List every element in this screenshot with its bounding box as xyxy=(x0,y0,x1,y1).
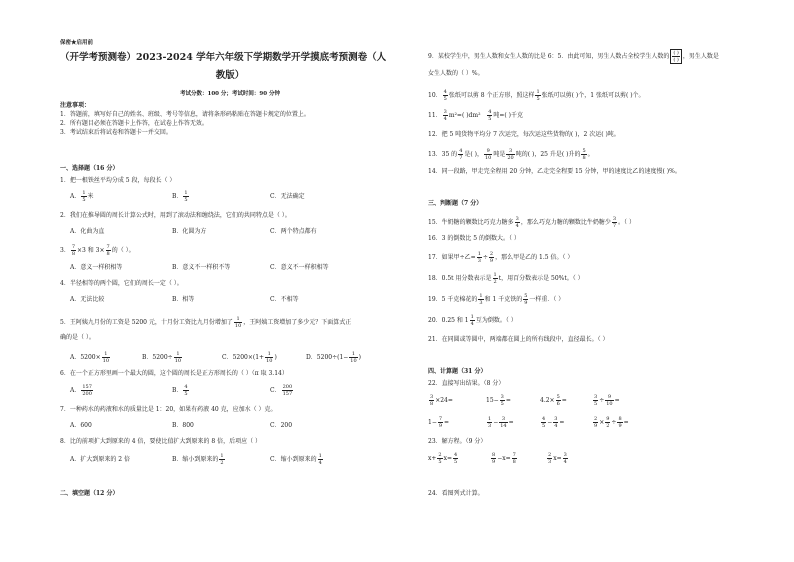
question-22: 22．直接写出结果。（8 分） xyxy=(428,380,505,387)
title-line-2: 教版） xyxy=(215,70,245,81)
question-5-line-2: 确的是（ ）。 xyxy=(60,334,95,341)
question-1: 1．把一根铁丝平均分成 5 段，每段长（ ） xyxy=(60,177,176,184)
question-3: 3． $\frac{7}{8}$ ×3 和 3× $\frac{7}{8}$ 的（ ）。 xyxy=(60,244,135,257)
q1-option-a: A． $\frac{1}{5}$ 米 xyxy=(70,190,94,203)
calc-item: 15− $\frac{3}{5}$ = xyxy=(486,394,511,407)
q1-option-b: B． $\frac{1}{5}$ xyxy=(172,190,188,203)
question-14: 14．同一段路，甲走完全程用 20 分钟，乙走完全程要 15 分钟，甲的速度比乙的速度慢( )%。 xyxy=(428,168,681,175)
notice-item: 3．考试结束后将试卷和答题卡一并交回。 xyxy=(60,129,172,136)
question-13: 13．35 的 $\frac{4}{7}$ 是( )， $\frac{9}{10}$ 吨是 $\frac{3}{20}$ 吨的( )，25 升是( )升的 $\frac{5}{8}$ 。 xyxy=(428,148,594,161)
section-title: 三、判断题（7 分） xyxy=(428,200,483,207)
q4-option-b: B．相等 xyxy=(172,296,195,303)
question-12: 12．把 5 吨货物平均分 7 次运完，每次运这些货物的( )，2 次运( )吨。 xyxy=(428,131,620,138)
calc-item: 4.2× $\frac{5}{6}$ = xyxy=(540,394,567,407)
question-11: 11． $\frac{3}{4}$ m²=( )dm² $\frac{4}{5}$ 吨=( )千克 xyxy=(428,109,524,122)
q8-option-a: A．扩大到原来的 2 倍 xyxy=(70,456,130,463)
question-4: 4．半径相等的两个圆，它们的周长一定（ ）。 xyxy=(60,280,183,287)
question-6: 6．在一个正方形里画一个最大的圆，这个圆的周长是正方形周长的（ ）（π 取 3.14） xyxy=(60,370,288,377)
equation: $\frac{8}{9}$ −x= $\frac{7}{8}$ xyxy=(492,452,516,465)
calc-item: $\frac{3}{5}$ ÷ $\frac{9}{10}$ = xyxy=(594,394,620,407)
question-24: 24．看图列式计算。 xyxy=(428,490,484,497)
section-title: 一、选择题（16 分） xyxy=(60,165,119,172)
notice-title: 注意事项： xyxy=(60,102,91,109)
q5-option-b: B．5200÷ $\frac{1}{10}$ xyxy=(142,351,182,364)
q8-option-c: C．缩小到原来的 $\frac{1}{4}$ xyxy=(270,453,322,466)
q2-option-c: C．两个特点都有 xyxy=(270,228,317,235)
question-23: 23．解方程。（9 分） xyxy=(428,438,487,445)
question-9-line-2: 女生人数的（ ）%。 xyxy=(428,70,484,77)
q7-option-c: C．200 xyxy=(270,422,293,429)
q4-option-a: A．无法比较 xyxy=(70,296,105,303)
calc-item: $\frac{3}{8}$ ×24= xyxy=(430,394,453,407)
question-2: 2．我们在推导圆的周长计算公式时，用到了滚动法和缠绕法，它们的共同特点是（ ）。 xyxy=(60,212,291,219)
question-15: 15．牛奶糖的颗数比巧克力糖多 $\frac{3}{4}$ ，那么巧克力糖的颗数比牛奶糖少 $\frac{3}{7}$ 。（ ） xyxy=(428,216,635,229)
calc-item: $\frac{4}{5}$ − $\frac{3}{4}$ = xyxy=(542,416,565,429)
question-5: 5．王阿姨九月份的工资是 5200 元，十月份工资比九月份增加了 $\frac{1}{10}$ ，王阿姨工资增加了多少元？下面算式正 xyxy=(60,316,352,329)
question-10: 10． $\frac{4}{5}$ 张纸可以剪 8 个正方形，照这样 $\frac{1}{5}$ 张纸可以剪( )个，1 张纸可以剪( )个。 xyxy=(428,89,645,102)
question-19: 19．5 千克棉花的 $\frac{1}{3}$ 和 1 千克铁的 $\frac{5}{9}$ 一样重．（ ） xyxy=(428,293,565,306)
question-7: 7．一种药水的药液和水的质量比是 1：20，如果有药液 40 克，应加水（ ）克。 xyxy=(60,406,277,413)
equation: x+ $\frac{2}{5}$ x= $\frac{4}{5}$ xyxy=(428,452,458,465)
calc-item: $\frac{1}{3}$ − $\frac{3}{14}$ = xyxy=(488,416,514,429)
section-title: 四、计算题（31 分） xyxy=(428,368,487,375)
q1-option-c: C．无法确定 xyxy=(270,193,305,200)
exam-meta: 考试分数：100 分；考试时间：90 分钟 xyxy=(180,91,280,97)
question-21: 21．在同圆或等圆中，两端都在圆上的所有线段中，直径最长。（ ） xyxy=(428,336,609,343)
question-18: 18．0.5t 用分数表示是 $\frac{1}{2}$ t，用百分数表示是 50%t。（ ） xyxy=(428,272,584,285)
title-line-1: （开学考预测卷）2023-2024 学年六年级下学期数学开学摸底考预测卷（人 xyxy=(60,52,387,63)
calc-item: 1− $\frac{7}{9}$ = xyxy=(428,416,450,429)
section-title: 二、填空题（12 分） xyxy=(60,490,119,497)
q5-option-c: C．5200×(1+ $\frac{1}{10}$ ) xyxy=(222,351,277,364)
q3-option-b: B．意义不一样积不等 xyxy=(172,264,231,271)
question-20: 20．0.25 和 1 $\frac{1}{4}$ 互为倒数。（ ） xyxy=(428,314,517,327)
q2-option-b: B．化圆为方 xyxy=(172,228,207,235)
notice-item: 2．所有题目必须在答题卡上作答，在试卷上作答无效。 xyxy=(60,120,208,127)
q7-option-a: A．600 xyxy=(70,422,92,429)
q6-option-c: C． $\frac{200}{157}$ xyxy=(270,384,293,397)
question-8: 8．比的前项扩大到原来的 4 倍，要使比值扩大到原来的 8 倍，后项应（ ） xyxy=(60,438,261,445)
question-17: 17．如果甲÷乙= $\frac{1}{3}$ ÷ $\frac{2}{9}$ ，那么甲是乙的 1.5 倍。（ ） xyxy=(428,251,574,264)
q8-option-b: B．缩小到原来的 $\frac{1}{2}$ xyxy=(172,453,224,466)
q4-option-c: C．不相等 xyxy=(270,296,299,303)
q3-option-a: A．意义一样积相等 xyxy=(70,264,123,271)
q3-option-c: C．意义不一样积相等 xyxy=(270,264,329,271)
secret-label: 保密★启用前 xyxy=(60,40,94,46)
q6-option-b: B． $\frac{4}{5}$ xyxy=(172,384,188,397)
question-9: 9．某校学生中，男生人数和女生人数的比是 6：5．由此可知，男生人数占全校学生人数的 $\frac{( )}{( )}$ ，男生人数是 xyxy=(428,50,719,63)
q6-option-a: A． $\frac{157}{200}$ xyxy=(70,384,92,397)
notice-item: 1．答题前，填写好自己的姓名、班级、考号等信息，请将条形码粘贴在答题卡规定的位置上。 xyxy=(60,111,310,118)
q7-option-b: B．800 xyxy=(172,422,194,429)
question-16: 16．3 的倒数比 5 的倒数大。（ ） xyxy=(428,235,520,242)
q2-option-a: A．化曲为直 xyxy=(70,228,105,235)
q5-option-a: A．5200× $\frac{1}{10}$ xyxy=(70,351,110,364)
q5-option-d: D．5200÷(1− $\frac{1}{10}$ ) xyxy=(306,351,362,364)
equation: $\frac{2}{3}$ x= $\frac{3}{4}$ xyxy=(548,452,567,465)
calc-item: $\frac{2}{9}$ × $\frac{9}{2}$ ÷ $\frac{8}{9}$ = xyxy=(594,416,629,429)
